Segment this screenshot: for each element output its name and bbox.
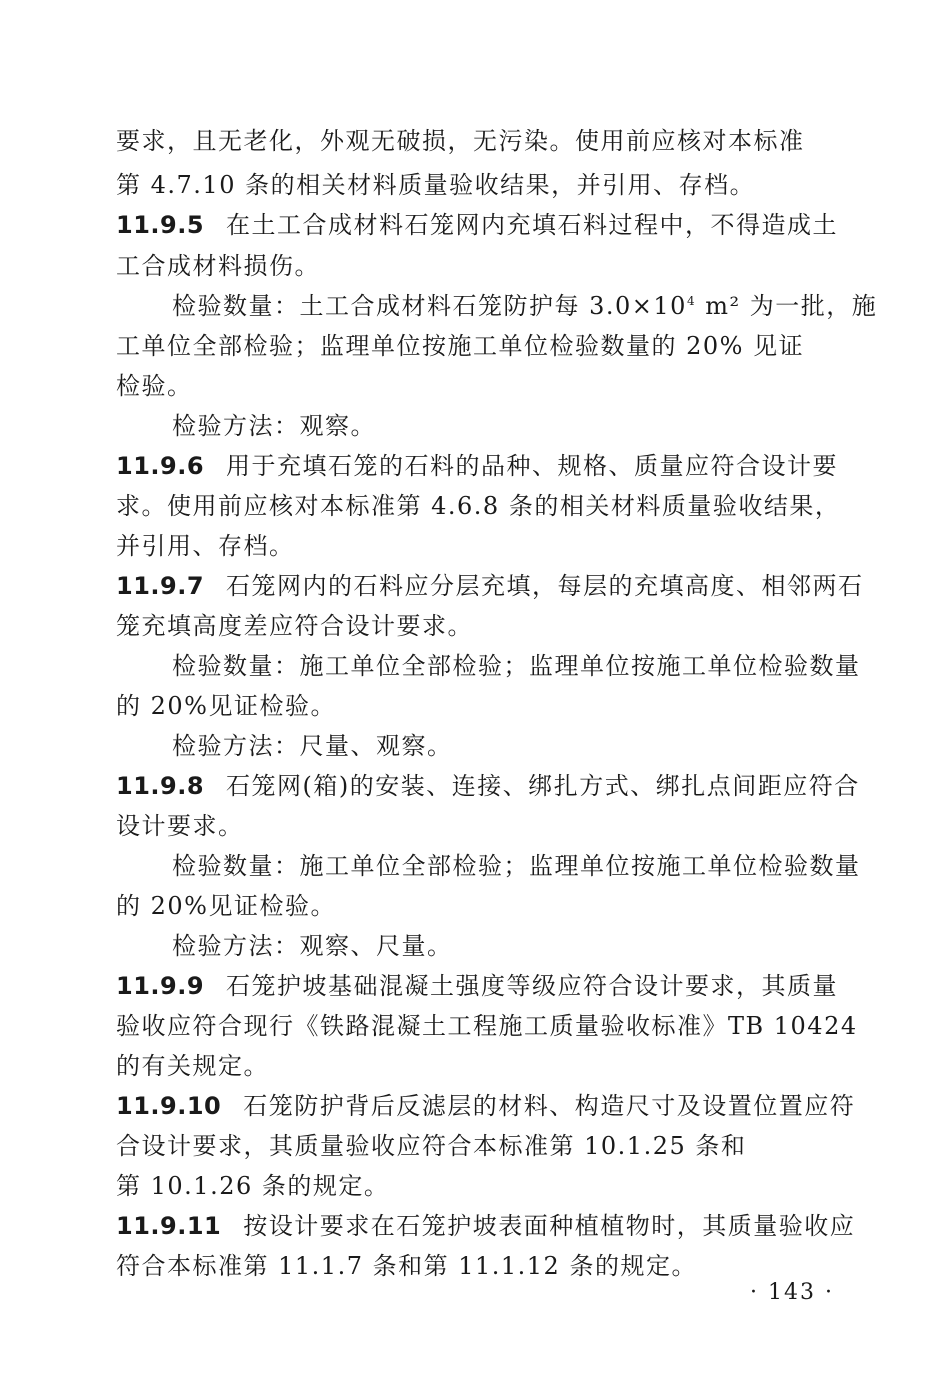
inspection-quantity: 检验数量：施工单位全部检验；监理单位按施工单位检验数量 <box>172 652 861 680</box>
inspection-method: 检验方法：尺量、观察。 <box>172 732 453 760</box>
text-line: 第 10.1.26 条的规定。 <box>116 1172 390 1200</box>
inspection-quantity: 检验数量：施工单位全部检验；监理单位按施工单位检验数量 <box>172 852 861 880</box>
clause-11-9-6: 11.9.6 用于充填石笼的石料的品种、规格、质量应符合设计要 <box>116 452 839 480</box>
clause-number: 11.9.7 <box>116 572 205 600</box>
text-line: 验收应符合现行《铁路混凝土工程施工质量验收标准》TB 10424 <box>116 1012 858 1040</box>
text-line: 第 4.7.10 条的相关材料质量验收结果，并引用、存档。 <box>116 171 756 199</box>
text-line: 工合成材料损伤。 <box>116 252 320 280</box>
inspection-method: 检验方法：观察、尺量。 <box>172 932 453 960</box>
clause-number: 11.9.9 <box>116 972 205 1000</box>
clause-11-9-5: 11.9.5 在土工合成材料石笼网内充填石料过程中，不得造成土 <box>116 211 839 239</box>
clause-11-9-11: 11.9.11 按设计要求在石笼护坡表面种植植物时，其质量验收应 <box>116 1212 856 1240</box>
clause-11-9-7: 11.9.7 石笼网内的石料应分层充填，每层的充填高度、相邻两石 <box>116 572 864 600</box>
clause-11-9-9: 11.9.9 石笼护坡基础混凝土强度等级应符合设计要求，其质量 <box>116 972 839 1000</box>
text-line: 求。使用前应核对本标准第 4.6.8 条的相关材料质量验收结果， <box>116 492 841 520</box>
clause-number: 11.9.8 <box>116 772 205 800</box>
text-line: 工单位全部检验；监理单位按施工单位检验数量的 20% 见证 <box>116 332 805 360</box>
inspection-quantity: 检验数量：土工合成材料石笼防护每 $3.0\times 10^4$ m² 为一批，施 <box>172 292 878 320</box>
clause-number: 11.9.11 <box>116 1212 222 1240</box>
text-line: 检验。 <box>116 372 193 400</box>
inspection-method: 检验方法：观察。 <box>172 412 376 440</box>
clause-11-9-10: 11.9.10 石笼防护背后反滤层的材料、构造尺寸及设置位置应符 <box>116 1092 856 1120</box>
text-line: 设计要求。 <box>116 812 244 840</box>
text-line: 笼充填高度差应符合设计要求。 <box>116 612 473 640</box>
text-line: 合设计要求，其质量验收应符合本标准第 10.1.25 条和 <box>116 1132 747 1160</box>
text-line: 的有关规定。 <box>116 1052 269 1080</box>
text-line: 要求，且无老化，外观无破损，无污染。使用前应核对本标准 <box>116 127 805 155</box>
text-line: 并引用、存档。 <box>116 532 295 560</box>
clause-number: 11.9.5 <box>116 211 205 239</box>
text-line: 的 20%见证检验。 <box>116 892 336 920</box>
text-line: 的 20%见证检验。 <box>116 692 336 720</box>
clause-number: 11.9.6 <box>116 452 205 480</box>
page-number: · 143 · <box>750 1280 834 1305</box>
clause-number: 11.9.10 <box>116 1092 222 1120</box>
clause-11-9-8: 11.9.8 石笼网(箱)的安装、连接、绑扎方式、绑扎点间距应符合 <box>116 772 860 800</box>
text-line: 符合本标准第 11.1.7 条和第 11.1.12 条的规定。 <box>116 1252 697 1280</box>
